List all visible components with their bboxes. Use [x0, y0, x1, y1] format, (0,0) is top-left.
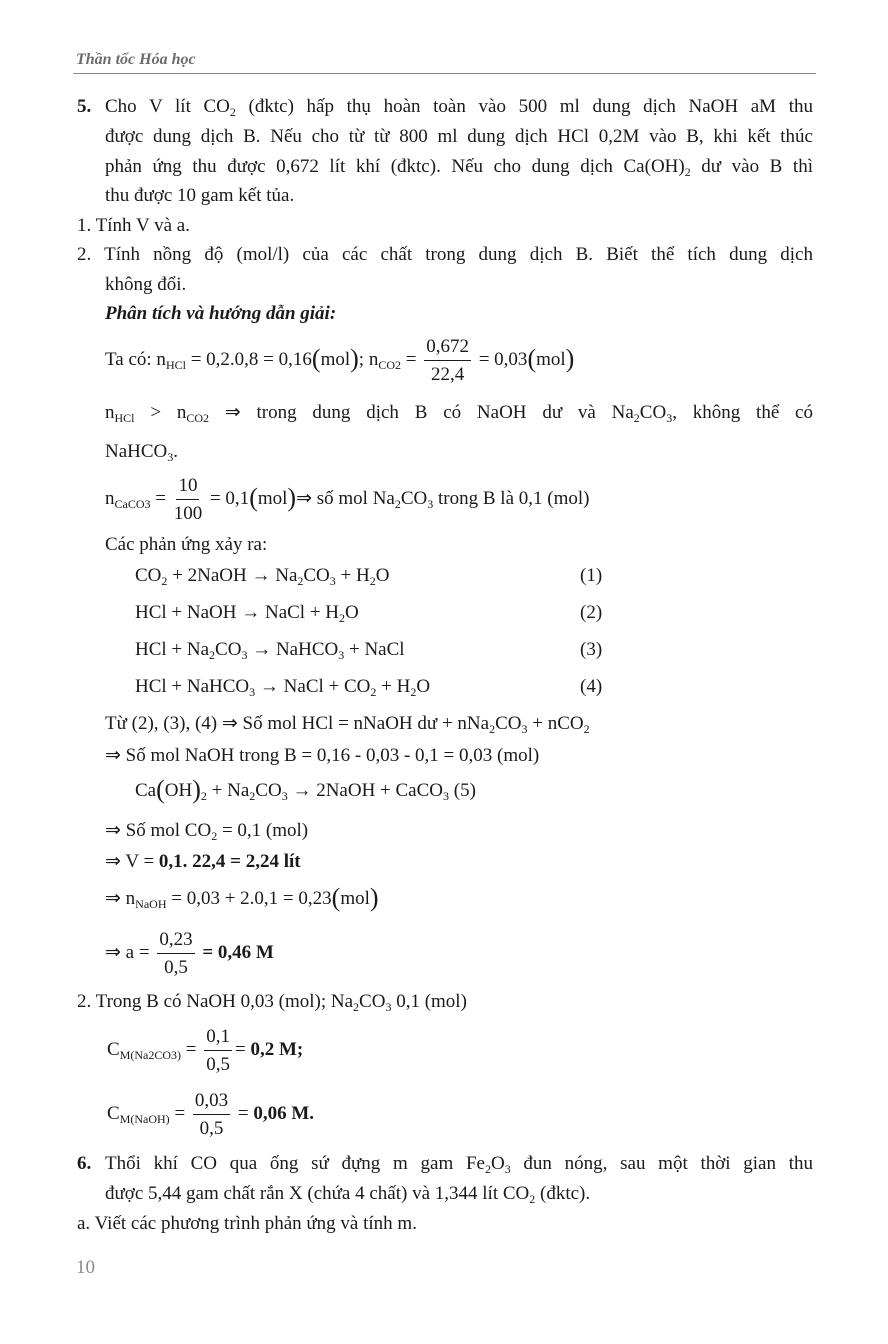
fraction	[157, 926, 194, 981]
subscript: NaOH	[135, 897, 167, 911]
problem-6-line	[105, 1152, 813, 1176]
text-run: HCl + NaOH → NaCl + H	[135, 602, 340, 623]
subscript: HCl	[165, 357, 186, 372]
subscript: 2	[161, 574, 168, 588]
n-naoh	[105, 883, 379, 912]
text-run: ⇒ Số mol NaOH trong B = 0,16 - 0,03 - 0,1 = 0,03 (mol)	[105, 745, 540, 766]
reaction-equation	[135, 564, 389, 588]
volume-result	[105, 850, 301, 874]
subscript: 2	[211, 829, 218, 843]
text-run: + Na	[206, 780, 250, 801]
fraction-denominator: 0,5	[164, 957, 188, 978]
subscript: M(NaOH)	[119, 1111, 170, 1126]
text-run: CO	[215, 639, 242, 660]
text-run: =	[401, 348, 422, 370]
caco3-moles	[105, 472, 589, 527]
fraction	[424, 333, 471, 388]
text-run: = 0,03 + 2.0,1 = 0,23	[166, 888, 332, 909]
naoh-in-b	[105, 744, 539, 768]
fraction-denominator: 100	[173, 503, 203, 524]
fraction	[204, 1023, 232, 1078]
text-run: mol	[536, 348, 566, 370]
cm-naoh	[107, 1087, 314, 1142]
text-run: OH	[164, 780, 193, 801]
text-run: + NaCl	[344, 639, 405, 660]
subscript: 3	[281, 789, 288, 803]
subscript: 2	[370, 685, 377, 699]
reaction-number: (4)	[580, 676, 603, 697]
text-run: =	[234, 1038, 251, 1060]
subscript: 2	[633, 411, 640, 425]
text-run: đun nóng, sau một thời gian thu	[510, 1153, 813, 1174]
text-run: 2. Trong B có NaOH 0,03 (mol); Na	[77, 991, 354, 1012]
subscript: 3	[504, 1162, 511, 1176]
text-run: không đổi.	[105, 274, 187, 295]
subscript: CO2	[186, 411, 209, 425]
text-run: CO	[255, 780, 282, 801]
running-header: Thần tốc Hóa học	[76, 51, 196, 68]
subscript: 3	[427, 496, 434, 511]
subscript: M(Na2CO3)	[119, 1047, 182, 1062]
text-run: được 5,44 gam chất rắn X (chứa 4 chất) và 1,344 lít CO	[105, 1183, 530, 1204]
subscript: 2	[249, 789, 256, 803]
problem-5-number: 5.	[77, 96, 92, 117]
reaction-equation	[135, 638, 405, 662]
text-run: Thổi khí CO qua ống sứ đựng m gam Fe	[105, 1153, 485, 1174]
parenthesis: (	[156, 775, 165, 804]
text-run: ⇒ n	[105, 888, 136, 909]
mol-co2	[105, 819, 308, 843]
fraction-numerator: 0,23	[157, 926, 194, 954]
text-run: =	[150, 487, 171, 509]
subscript: 3	[329, 574, 336, 588]
text-run: → 2NaOH + CaCO	[287, 780, 443, 801]
text-run: trong B là 0,1 (mol)	[433, 487, 590, 509]
text-run: được dung dịch B. Nếu cho từ từ 800 ml dung dịch HCl 0,2M vào B, khi kết thúc	[105, 126, 813, 147]
parenthesis: (	[331, 883, 341, 912]
part-2-line	[77, 990, 467, 1014]
text-run: HCl + Na	[135, 639, 210, 660]
question-2-cont	[105, 273, 186, 297]
problem-5-line	[105, 95, 813, 119]
text-run: ⇒ trong dung dịch B có NaOH dư và Na	[209, 402, 634, 423]
subscript: 3	[521, 722, 528, 736]
text-run: n	[105, 402, 115, 423]
subscript: 2	[410, 685, 417, 699]
fraction-numerator: 0,672	[424, 333, 471, 361]
text-run: n	[105, 487, 115, 509]
question-1: 1. Tính V và a.	[77, 215, 190, 236]
problem-5-line	[105, 184, 294, 208]
parenthesis: (	[249, 482, 258, 512]
text-run: CO	[639, 402, 667, 423]
reaction-number: (2)	[580, 602, 603, 623]
page-number: 10	[76, 1257, 95, 1278]
text-run: O	[490, 1153, 505, 1174]
text-run: dư vào B thì	[690, 156, 813, 177]
fraction-denominator: 0,5	[199, 1118, 224, 1139]
cm-na2co3	[107, 1023, 303, 1078]
subscript: 2	[209, 648, 216, 662]
subscript: 2	[583, 722, 590, 736]
parenthesis: )	[287, 482, 297, 512]
subscript: 2	[369, 574, 376, 588]
subscript: 2	[353, 1000, 360, 1014]
subscript: 2	[394, 496, 401, 511]
bold-result: 0,2 M;	[250, 1038, 304, 1060]
text-run: O	[416, 676, 431, 697]
question-2	[77, 243, 813, 267]
text-run: + H	[335, 565, 370, 586]
reaction-number: (3)	[580, 639, 603, 660]
comparison-cont	[105, 440, 178, 464]
text-run: (đktc) hấp thụ hoàn toàn vào 500 ml dung dịch NaOH aM thu	[235, 96, 813, 117]
text-run: Từ (2), (3), (4) ⇒ Số mol HCl = nNaOH dư + nNa	[105, 713, 490, 734]
header-divider	[73, 73, 816, 74]
text-run: ⇒ số mol Na	[296, 487, 395, 509]
bold-result: 0,1. 22,4 = 2,24 lít	[158, 851, 301, 872]
subscript: CO2	[378, 357, 401, 372]
text-run: Ca	[135, 780, 157, 801]
problem-5-line	[105, 155, 813, 179]
fraction-denominator: 22,4	[430, 364, 465, 385]
fraction	[193, 1087, 230, 1142]
subscript: 3	[443, 789, 449, 803]
text-run: O	[345, 602, 359, 623]
bold-result: 0,06 M.	[253, 1102, 315, 1124]
text-run: =	[169, 1102, 190, 1124]
text-run: CO	[359, 991, 386, 1012]
text-run: Ta có: n	[105, 348, 166, 370]
problem-6-line	[105, 1182, 590, 1206]
fraction	[174, 472, 203, 527]
text-run: = 0,1 (mol)	[217, 820, 309, 841]
text-run: Cho V lít CO	[105, 96, 230, 117]
subscript: 3	[666, 411, 673, 425]
subscript: 3	[249, 685, 256, 699]
subscript: 2	[684, 165, 691, 179]
subscript: 3	[385, 1000, 392, 1014]
parenthesis: (	[311, 343, 321, 373]
subscript: CaCO3	[114, 496, 151, 511]
text-run: NaHCO	[105, 441, 168, 462]
subscript: 2	[297, 574, 304, 588]
subscript: 2	[484, 1162, 491, 1176]
problem-6-number: 6.	[77, 1153, 92, 1174]
reaction-5	[135, 775, 476, 804]
text-run: C	[107, 1102, 120, 1124]
text-run: , không thể có	[672, 402, 813, 423]
a-result	[105, 926, 274, 981]
text-run: C	[107, 1038, 120, 1060]
text-run: =	[233, 1102, 254, 1124]
text-run: =	[181, 1038, 202, 1060]
given-moles	[105, 333, 574, 388]
text-run: = 0,2.0,8 = 0,16	[185, 348, 312, 370]
fraction-numerator: 10	[176, 472, 199, 500]
text-run: CO	[303, 565, 330, 586]
text-run: CO	[400, 487, 428, 509]
reactions-heading: Các phản ứng xảy ra:	[105, 534, 268, 555]
parenthesis: )	[369, 883, 379, 912]
parenthesis: )	[565, 343, 575, 373]
reaction-equation	[135, 675, 430, 699]
question-6a: a. Viết các phương trình phản ứng và tính m.	[77, 1213, 417, 1234]
text-run: 0,1 (mol)	[391, 991, 467, 1012]
fraction-numerator: 0,03	[193, 1087, 230, 1115]
subscript: 3	[338, 648, 345, 662]
parenthesis: )	[350, 343, 359, 373]
text-run: CO	[495, 713, 522, 734]
parenthesis: (	[527, 343, 537, 373]
text-run: 2. Tính nồng độ (mol/l) của các chất trong dung dịch B. Biết thể tích dung dịch	[77, 244, 813, 265]
text-run: (đktc).	[535, 1183, 591, 1204]
text-run: → NaCl + CO	[255, 676, 371, 697]
text-run: (5)	[449, 780, 476, 801]
reaction-equation	[135, 601, 359, 625]
text-run: O	[375, 565, 390, 586]
text-run: mol	[320, 348, 351, 370]
text-run: CO	[135, 565, 162, 586]
text-run: mol	[340, 888, 370, 909]
subscript: 2	[200, 789, 207, 803]
text-run: thu được 10 gam kết tủa.	[105, 185, 295, 206]
text-run: ⇒ V =	[105, 851, 159, 872]
subscript: 2	[229, 105, 236, 119]
fraction-denominator: 0,5	[206, 1054, 230, 1075]
problem-5-line	[105, 125, 813, 149]
text-run: .	[173, 441, 179, 462]
text-run: mol	[257, 487, 288, 509]
reaction-number: (1)	[580, 565, 603, 586]
subscript: 3	[241, 648, 248, 662]
comparison-line	[105, 401, 813, 425]
subscript: 3	[167, 450, 174, 464]
text-run: + nCO	[527, 713, 584, 734]
hcl-balance	[105, 712, 590, 736]
analysis-heading: Phân tích và hướng dẫn giải:	[105, 303, 337, 324]
text-run: + 2NaOH → Na	[167, 565, 298, 586]
text-run: + H	[376, 676, 411, 697]
text-run: = 0,03	[473, 348, 528, 370]
text-run: ⇒ Số mol CO	[105, 820, 212, 841]
text-run: ⇒ a =	[105, 941, 155, 963]
fraction-numerator: 0,1	[204, 1023, 232, 1051]
text-run: ; n	[358, 348, 379, 370]
text-run: HCl + NaHCO	[135, 676, 250, 697]
text-run: > n	[134, 402, 187, 423]
subscript: 2	[489, 722, 496, 736]
subscript: 2	[529, 1192, 536, 1206]
text-run: = 0,1	[205, 487, 250, 509]
subscript: 2	[339, 611, 346, 625]
text-run: phản ứng thu được 0,672 lít khí (đktc). Nếu cho dung dịch Ca(OH)	[105, 156, 685, 177]
subscript: HCl	[114, 411, 135, 425]
bold-result: = 0,46 M	[202, 941, 274, 963]
text-run: → NaHCO	[247, 639, 339, 660]
parenthesis: )	[192, 775, 201, 804]
